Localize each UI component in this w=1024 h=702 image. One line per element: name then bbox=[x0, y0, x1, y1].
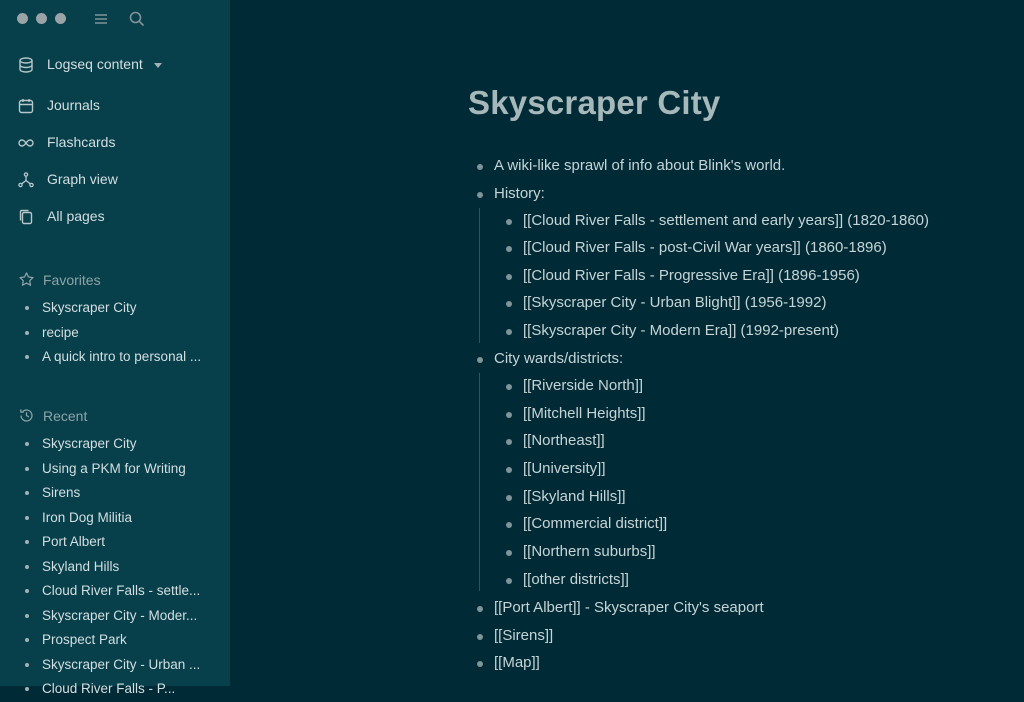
block-text: [[Mitchell Heights]] bbox=[523, 405, 646, 422]
block-text: [[Skyscraper City - Urban Blight]] (1956-1992) bbox=[523, 294, 827, 311]
block-bullet[interactable] bbox=[506, 495, 512, 501]
favorite-item[interactable]: recipe bbox=[0, 321, 212, 346]
page-title[interactable]: Skyscraper City bbox=[468, 84, 721, 121]
left-sidebar bbox=[0, 0, 230, 696]
nav-label: All pages bbox=[47, 208, 105, 224]
block-bullet[interactable] bbox=[506, 301, 512, 307]
block-text: [[Map]] bbox=[494, 654, 540, 671]
block-bullet[interactable] bbox=[477, 606, 483, 612]
block-bullet[interactable] bbox=[506, 219, 512, 225]
infinity-icon bbox=[17, 134, 35, 152]
recent-item[interactable]: Iron Dog Militia bbox=[0, 506, 212, 531]
block-text: [[Cloud River Falls - post-Civil War years]] (1860-1896) bbox=[523, 239, 887, 256]
block-bullet[interactable] bbox=[506, 550, 512, 556]
recent-header[interactable] bbox=[0, 406, 230, 428]
main-content bbox=[230, 0, 1024, 686]
nav-journals[interactable] bbox=[0, 91, 230, 121]
recent-item[interactable]: Using a PKM for Writing bbox=[0, 457, 212, 482]
block-ward-item[interactable] bbox=[523, 460, 606, 477]
block-bullet[interactable] bbox=[506, 578, 512, 584]
recent-item[interactable]: Port Albert bbox=[0, 530, 212, 555]
block-bullet[interactable] bbox=[477, 164, 483, 170]
graph-name: Logseq content bbox=[47, 56, 143, 72]
block-text: [[other districts]] bbox=[523, 571, 629, 588]
block-sirens[interactable] bbox=[494, 627, 553, 644]
block-map[interactable] bbox=[494, 654, 540, 671]
search-icon[interactable] bbox=[128, 10, 146, 28]
nav-all-pages[interactable] bbox=[0, 202, 230, 232]
block-text: A wiki-like sprawl of info about Blink's world. bbox=[494, 157, 786, 174]
block-history[interactable] bbox=[494, 185, 545, 202]
nav-flashcards[interactable] bbox=[0, 128, 230, 158]
block-text: [[Skyscraper City - Modern Era]] (1992-present) bbox=[523, 322, 839, 339]
block-bullet[interactable] bbox=[506, 384, 512, 390]
recent-item[interactable]: Cloud River Falls - settle... bbox=[0, 579, 212, 604]
block-text: History: bbox=[494, 185, 545, 202]
children-guide-line bbox=[479, 208, 480, 343]
block-bullet[interactable] bbox=[477, 192, 483, 198]
window-close-dot[interactable] bbox=[17, 13, 28, 24]
block-history-item[interactable] bbox=[523, 212, 929, 229]
block-bullet[interactable] bbox=[506, 467, 512, 473]
block-bullet[interactable] bbox=[506, 412, 512, 418]
graph-icon bbox=[17, 171, 35, 189]
recent-item[interactable]: Skyscraper City - Moder... bbox=[0, 604, 212, 629]
block-bullet[interactable] bbox=[506, 439, 512, 445]
block-text: City wards/districts: bbox=[494, 350, 624, 367]
nav-label: Graph view bbox=[47, 171, 118, 187]
recent-item[interactable]: Skyland Hills bbox=[0, 555, 212, 580]
block-history-item[interactable] bbox=[523, 322, 839, 339]
database-icon bbox=[17, 56, 35, 74]
block-history-item[interactable] bbox=[523, 267, 860, 284]
block-ward-item[interactable] bbox=[523, 515, 667, 532]
block-ward-item[interactable] bbox=[523, 543, 656, 560]
children-guide-line bbox=[479, 373, 480, 591]
star-icon bbox=[18, 271, 35, 288]
history-icon bbox=[18, 407, 35, 424]
block-bullet[interactable] bbox=[477, 661, 483, 667]
recent-item[interactable]: Cloud River Falls - P... bbox=[0, 677, 212, 702]
block-text: [[Riverside North]] bbox=[523, 377, 644, 394]
block-bullet[interactable] bbox=[477, 357, 483, 363]
nav-graph-view[interactable] bbox=[0, 165, 230, 195]
block-bullet[interactable] bbox=[506, 329, 512, 335]
recent-item[interactable]: Sirens bbox=[0, 481, 212, 506]
favorites-list bbox=[0, 296, 230, 370]
recent-item[interactable]: Skyscraper City - Urban ... bbox=[0, 653, 212, 678]
window-titlebar bbox=[0, 0, 230, 38]
block-text: [[University]] bbox=[523, 460, 606, 477]
favorite-item[interactable]: A quick intro to personal ... bbox=[0, 345, 212, 370]
block-text: [[Port Albert]] - Skyscraper City's seaport bbox=[494, 599, 764, 616]
favorites-title: Favorites bbox=[43, 272, 101, 288]
block-text: [[Northeast]] bbox=[523, 432, 605, 449]
block-ward-item[interactable] bbox=[523, 571, 629, 588]
recent-item[interactable]: Prospect Park bbox=[0, 628, 212, 653]
block-text: [[Northern suburbs]] bbox=[523, 543, 656, 560]
block-bullet[interactable] bbox=[477, 634, 483, 640]
menu-icon[interactable] bbox=[92, 10, 110, 28]
window-zoom-dot[interactable] bbox=[55, 13, 66, 24]
recent-item[interactable]: Skyscraper City bbox=[0, 432, 212, 457]
recent-title: Recent bbox=[43, 408, 88, 424]
recent-list bbox=[0, 432, 230, 702]
graph-selector[interactable] bbox=[0, 50, 230, 80]
block-text: [[Skyland Hills]] bbox=[523, 488, 626, 505]
block-port-albert[interactable] bbox=[494, 599, 764, 616]
block-text: [[Sirens]] bbox=[494, 627, 554, 644]
chevron-down-icon bbox=[154, 63, 162, 68]
block-bullet[interactable] bbox=[506, 246, 512, 252]
block-bullet[interactable] bbox=[506, 274, 512, 280]
pages-icon bbox=[17, 208, 35, 226]
block-ward-item[interactable] bbox=[523, 377, 643, 394]
block-text: [[Cloud River Falls - Progressive Era]] (1896-1956) bbox=[523, 267, 860, 284]
window-minimize-dot[interactable] bbox=[36, 13, 47, 24]
favorite-item[interactable]: Skyscraper City bbox=[0, 296, 212, 321]
block-history-item[interactable] bbox=[523, 294, 826, 311]
block-text: [[Cloud River Falls - settlement and early years]] (1820-1860) bbox=[523, 212, 930, 229]
block-ward-item[interactable] bbox=[523, 488, 626, 505]
block-bullet[interactable] bbox=[506, 522, 512, 528]
block-wards[interactable] bbox=[494, 350, 623, 367]
block-ward-item[interactable] bbox=[523, 405, 646, 422]
block-intro[interactable] bbox=[494, 157, 785, 174]
block-ward-item[interactable] bbox=[523, 432, 605, 449]
nav-label: Flashcards bbox=[47, 134, 116, 150]
block-history-item[interactable] bbox=[523, 239, 887, 256]
nav-label: Journals bbox=[47, 97, 100, 113]
block-text: [[Commercial district]] bbox=[523, 515, 668, 532]
favorites-header[interactable] bbox=[0, 270, 230, 292]
calendar-icon bbox=[17, 97, 35, 115]
